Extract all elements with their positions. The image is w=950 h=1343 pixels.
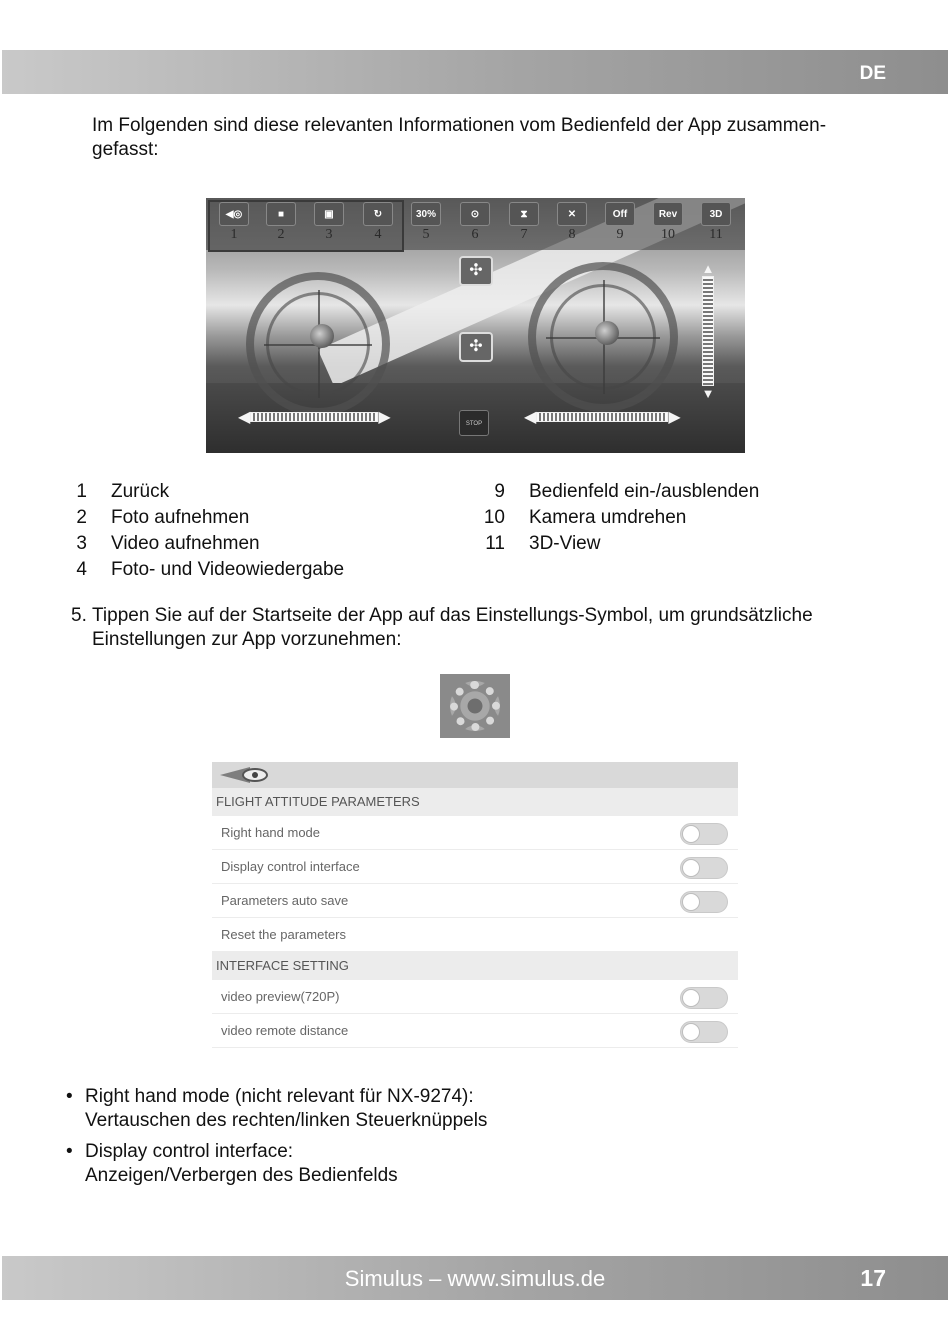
vertical-trim-bar [702,276,714,386]
left-trim[interactable] [238,410,391,424]
back-eye-icon[interactable] [220,767,274,783]
legend-row [475,505,759,531]
trim-left-icon[interactable]: ◀ [524,409,537,426]
setting-label: video remote distance [221,1023,349,1038]
toolbar-item-4[interactable] [360,202,396,243]
section-flight-attitude: FLIGHT ATTITUDE PARAMETERS [212,788,738,816]
back-eye-icon: ◀◎ [219,202,249,226]
toolbar-num: 4 [374,227,382,242]
trim-down-icon[interactable]: ▼ [701,386,715,401]
toolbar-item-11[interactable] [698,202,734,243]
settings-screenshot [212,762,738,1046]
legend-row [57,557,344,583]
toolbar-item-2[interactable] [263,202,299,243]
legend-text: Kamera umdrehen [529,507,687,528]
gyro-icon: ✕ [557,202,587,226]
toggle-switch[interactable] [680,823,728,845]
footer-site: Simulus – www.simulus.de [344,1266,606,1291]
trim-left-icon[interactable]: ◀ [238,409,251,426]
legend-text: Bedienfeld ein-/ausblenden [529,481,760,502]
speed-icon: 30% [411,202,441,226]
legend-num: 3 [76,533,87,554]
header-bar [2,50,948,94]
toolbar-num: 6 [471,227,479,242]
bullet-icon: • [66,1141,73,1162]
right-trim-bar [536,412,668,422]
toolbar-item-5[interactable] [408,202,444,243]
replay-icon: ↻ [363,202,393,226]
camera-icon: ■ [266,202,296,226]
setting-label: Parameters auto save [221,893,349,908]
legend-num: 1 [76,481,87,502]
hourglass-icon: ⧗ [509,202,539,226]
toolbar-num: 10 [661,227,675,242]
setting-video-remote-distance[interactable] [212,1014,738,1048]
bullet-line2: Vertauschen des rechten/linken Steuerknüppels [85,1110,488,1131]
legend-row [57,479,344,505]
setting-parameters-auto-save[interactable] [212,884,738,918]
stop-button[interactable]: STOP [459,410,489,436]
off-icon: Off [605,202,635,226]
legend-row [57,531,344,557]
bullet-list [64,1085,884,1195]
legend-row [57,505,344,531]
toolbar-num: 11 [709,227,723,242]
step-5 [71,604,891,652]
setting-reset-parameters[interactable] [212,918,738,952]
legend-text: Zurück [111,481,170,502]
legend-row [475,531,759,557]
gear-icon [450,681,500,731]
drone-land-icon: ✣ [469,338,483,355]
toolbar-num: 3 [325,227,333,242]
bullet-item [64,1140,884,1188]
eye-shape [242,768,268,782]
vertical-trim[interactable] [699,262,717,400]
toolbar-num: 2 [277,227,285,242]
legend-text: Foto aufnehmen [111,507,250,528]
legend-text: Foto- und Videowiedergabe [111,559,345,580]
legend-text: Video aufnehmen [111,533,260,554]
takeoff-button[interactable] [459,256,493,286]
settings-symbol [440,674,510,738]
right-joystick-knob[interactable] [595,321,619,345]
legend-num: 11 [485,533,505,554]
bullet-item [64,1085,884,1133]
control-panel-screenshot [206,198,745,453]
bullet-icon: • [66,1086,73,1107]
eye-pupil [252,772,258,778]
landing-button[interactable] [459,332,493,362]
flip-icon: ⊙ [460,202,490,226]
setting-label: Display control interface [221,859,360,874]
left-joystick-knob[interactable] [310,324,334,348]
toggle-knob [682,859,700,877]
setting-display-control-interface[interactable] [212,850,738,884]
setting-label: Right hand mode [221,825,321,840]
legend-row [475,479,759,505]
step-text: Tippen Sie auf der Startseite der App auf das Einstellungs-Symbol, um grundsätzliche Einstellungen zur App vorzunehmen: [92,605,813,650]
legend-num: 2 [76,507,87,528]
right-trim[interactable] [524,410,681,424]
toggle-switch[interactable] [680,857,728,879]
legend-num: 10 [483,507,505,528]
3d-icon: 3D [701,202,731,226]
section-interface-setting: INTERFACE SETTING [212,952,738,980]
toolbar-item-9[interactable] [602,202,638,243]
page-number: 17 [860,1265,886,1291]
toggle-switch[interactable] [680,1021,728,1043]
trim-right-icon[interactable]: ▶ [378,409,391,426]
toolbar-item-1[interactable] [216,202,252,243]
bullet-line1: Display control interface: [85,1141,294,1162]
toolbar-num: 8 [568,227,576,242]
toggle-knob [682,893,700,911]
toolbar-num: 5 [422,227,430,242]
toggle-knob [682,825,700,843]
intro-text: Im Folgenden sind diese relevanten Informationen vom Bedienfeld der App zusammen- gefasst: [92,115,827,160]
legend-right [475,479,759,557]
legend-num: 9 [494,481,505,502]
toolbar-item-3[interactable] [311,202,347,243]
toggle-switch[interactable] [680,891,728,913]
language-label: DE [859,63,886,84]
setting-right-hand-mode[interactable] [212,816,738,850]
panel-toolbar [206,198,745,250]
toolbar-item-8[interactable] [554,202,590,243]
footer-bar [2,1256,948,1300]
toolbar-num: 7 [520,227,528,242]
setting-label: video preview(720P) [221,989,340,1004]
bullet-line1: Right hand mode (nicht relevant für NX-9274): [85,1086,474,1107]
setting-video-preview[interactable] [212,980,738,1014]
drone-icon: ✣ [469,262,483,279]
legend-num: 4 [76,559,87,580]
toggle-knob [682,989,700,1007]
left-joystick[interactable] [246,272,390,416]
step-number: 5. [71,605,87,626]
setting-label: Reset the parameters [221,927,347,942]
bullet-line2: Anzeigen/Verbergen des Bedienfelds [85,1165,398,1186]
rev-icon: Rev [653,202,683,226]
legend-left [57,479,344,583]
legend-text: 3D-View [529,533,601,554]
toggle-knob [682,1023,700,1041]
right-joystick[interactable] [528,262,678,412]
left-trim-bar [250,412,378,422]
toggle-switch[interactable] [680,987,728,1009]
toolbar-num: 1 [230,227,238,242]
trim-right-icon[interactable]: ▶ [668,409,681,426]
toolbar-item-6[interactable] [457,202,493,243]
trim-up-icon[interactable]: ▲ [701,261,715,276]
settings-header [212,762,738,788]
video-camera-icon: ▣ [314,202,344,226]
toolbar-item-7[interactable] [506,202,542,243]
toolbar-num: 9 [616,227,624,242]
toolbar-item-10[interactable] [650,202,686,243]
